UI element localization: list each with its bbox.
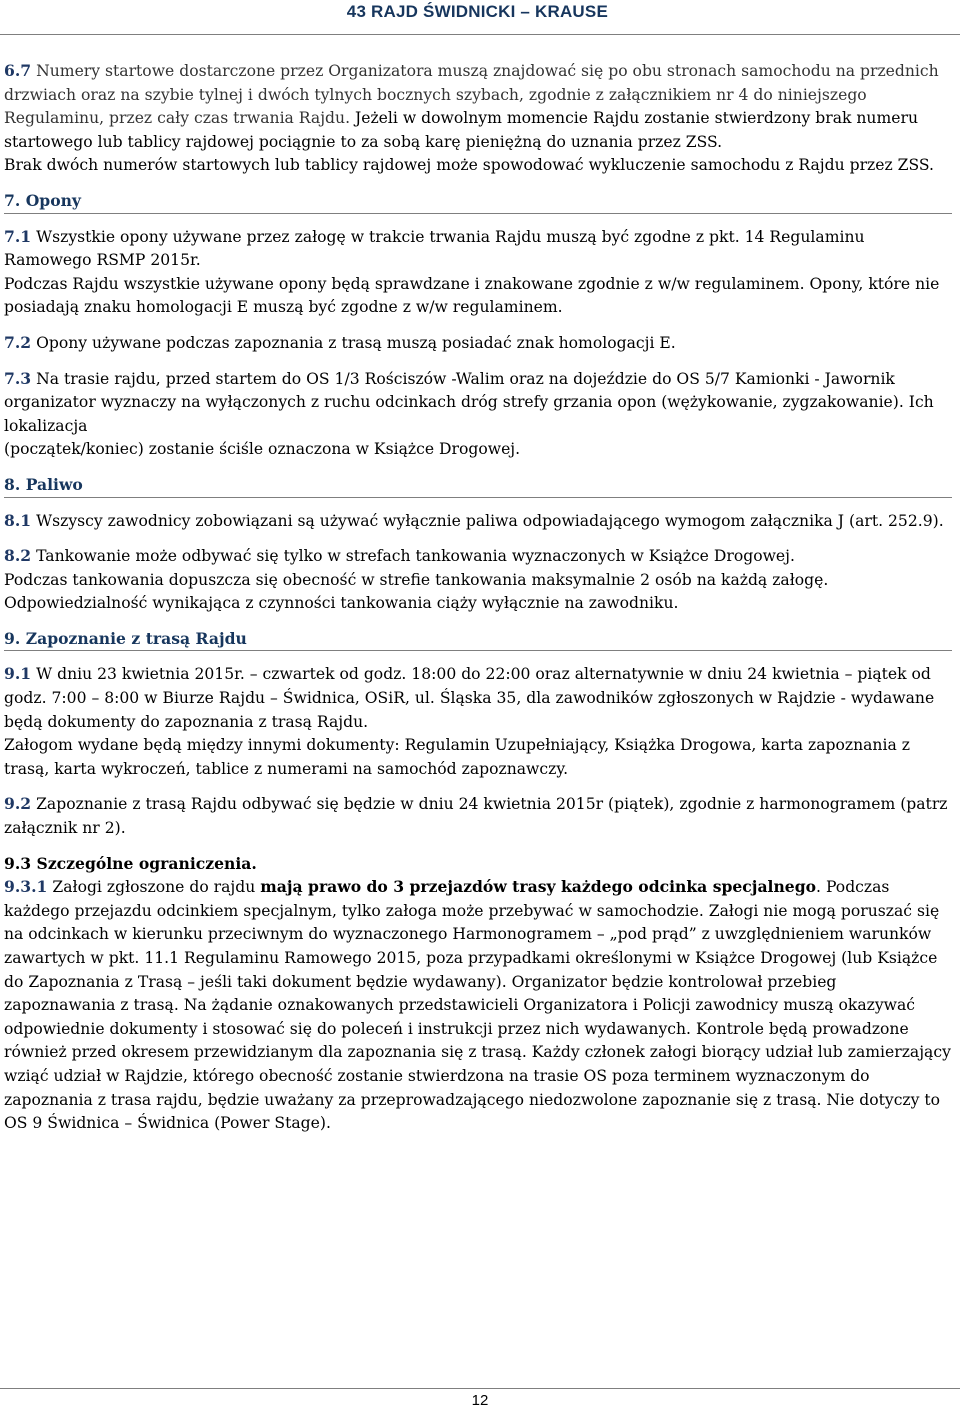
paragraph-9-1	[4, 662, 952, 734]
paragraph-text: Podczas Rajdu wszystkie używane opony będą sprawdzane i znakowane zgodnie z w/w regulaminem. Opony, które nie posiadają znaku homologacji E muszą być zgodne z w/w regulaminem.	[4, 274, 940, 317]
paragraph-9-3-1	[4, 875, 952, 1136]
section-number: 7.3	[4, 368, 32, 388]
paragraph-text: Tankowanie może odbywać się tylko w strefach tankowania wyznaczonych w Książce Drogowej.	[31, 547, 795, 566]
paragraph-text: Załogi zgłoszone do rajdu	[47, 878, 261, 897]
subsection-title: 9.3 Szczególne ograniczenia.	[4, 853, 257, 873]
paragraph-text: Wszyscy zawodnicy zobowiązani są używać wyłącznie paliwa odpowiadającego wymogom załącznika J (art. 252.9).	[31, 511, 944, 530]
section-heading-paliwo: 8. Paliwo	[4, 473, 952, 498]
paragraph-text: Brak dwóch numerów startowych lub tablicy rajdowej może spowodować wykluczenie samochodu z Rajdu przez ZSS.	[4, 156, 934, 175]
section-number: 8.1	[4, 510, 32, 530]
paragraph-text: Odpowiedzialność wynikająca z czynności tankowania ciąży wyłącznie na zawodniku.	[4, 594, 679, 613]
section-heading-zapoznanie: 9. Zapoznanie z trasą Rajdu	[4, 627, 952, 652]
section-number: 6.7	[4, 61, 32, 80]
page-header: 43 RAJD ŚWIDNICKI – KRAUSE	[346, 2, 608, 21]
paragraph-7-3	[4, 367, 952, 439]
paragraph-text: W dniu 23 kwietnia 2015r. – czwartek od godz. 18:00 do 22:00 oraz alternatywnie w dniu 24 kwietnia – piątek od godz. 7:00 – 8:00 w Biurze Rajdu – Świdnica, OSiR, ul. Śląska 35, dla zawodników zgłoszonych w Rajdzie - wydawane będą dokumenty do zapoznania z trasą Rajdu.	[4, 665, 935, 731]
page-number: 12	[471, 1392, 489, 1409]
paragraph-7-1	[4, 225, 952, 273]
paragraph-6-7	[4, 59, 952, 154]
section-number: 9.2	[4, 794, 32, 814]
paragraph-text: Numery startowe dostarczone przez Organizatora muszą znajdować się po obu stronach samochodu na przednich drzwiach oraz na szybie tylnej i dwóch tylnych bocznych szybach, zgodnie z załącznikiem nr 4 do niniejszego Regulaminu, przez cały czas trwania Rajdu.	[4, 62, 939, 128]
section-heading-opony: 7. Opony	[4, 189, 952, 214]
footer-divider	[0, 1388, 960, 1389]
paragraph-text: Jeżeli w dowolnym momencie Rajdu zostanie stwierdzony brak numeru startowego lub tablicy rajdowej pociągnie to za sobą karę pieniężną do uznania przez ZSS.	[4, 109, 918, 151]
paragraph-text: . Podczas każdego przejazdu odcinkiem specjalnym, tylko załoga może przebywać w samochodzie. Załogi nie mogą poruszać się na odcinkach w kierunku przeciwnym do wyznaczonego Harmonogramem – „pod prąd” z uwzględnieniem warunków zawartych w pkt. 11.1 Regulaminu Ramowego 2015, poza przypadkami określonymi w Książce Drogowej (lub Książce do Zapoznania z Trasą – jeśli taki dokument będzie wydawany). Organizator będzie kontrolował przebieg zapoznawania z trasą. Na żądanie oznakowanych przedstawicieli Organizatora i Policji zawodnicy muszą okazywać odpowiednie dokumenty i stosować się do poleceń i instrukcji przez nich wydawanych. Kontrole będą prowadzone również przed okresem przewidzianym dla zapoznania się z trasą. Każdy członek załogi biorący udział lub zamierzający wziąć udział w Rajdzie, którego obecność zostanie stwierdzona na trasie OS poza terminem wyznaczonym do zapoznania z trasa rajdu, będzie uważany za przeprowadzającego niedozwolone zapoznanie się z trasą. Nie dotyczy to OS 9 Świdnica – Świdnica (Power Stage).	[4, 878, 951, 1133]
document-body	[4, 59, 952, 1136]
section-number: 9.3.1	[4, 877, 48, 897]
paragraph-7-2	[4, 331, 952, 356]
paragraph-text: Zapoznanie z trasą Rajdu odbywać się będzie w dniu 24 kwietnia 2015r (piątek), zgodnie z harmonogramem (patrz załącznik nr 2).	[4, 795, 948, 838]
paragraph-text: Podczas tankowania dopuszcza się obecność w strefie tankowania maksymalnie 2 osób na każdą załogę.	[4, 570, 829, 589]
paragraph-8-1	[4, 509, 952, 534]
section-number: 7.1	[4, 226, 32, 246]
header-divider	[0, 34, 960, 35]
paragraph-text: Załogom wydane będą między innymi dokumenty: Regulamin Uzupełniający, Książka Drogowa, karta zapoznania z trasą, karta wykroczeń, tablice z numerami na samochód zapoznawczy.	[4, 736, 910, 778]
paragraph-text: (początek/koniec) zostanie ściśle oznaczona w Książce Drogowej.	[4, 440, 521, 459]
paragraph-text: Wszystkie opony używane przez załogę w trakcie trwania Rajdu muszą być zgodne z pkt. 14 Regulaminu Ramowego RSMP 2015r.	[4, 227, 865, 270]
section-number: 9.1	[4, 664, 32, 684]
paragraph-9-2	[4, 792, 952, 840]
section-number: 7.2	[4, 332, 32, 352]
paragraph-text: Opony używane podczas zapoznania z trasą muszą posiadać znak homologacji E.	[31, 333, 676, 352]
paragraph-8-2	[4, 544, 952, 569]
emphasis-text: mają prawo do 3 przejazdów trasy każdego odcinka specjalnego	[260, 877, 817, 897]
section-number: 8.2	[4, 546, 32, 566]
paragraph-text: Na trasie rajdu, przed startem do OS 1/3 Rościszów -Walim oraz na dojeździe do OS 5/7 Kamionki - Jawornik organizator wyznaczy na wyłączonych z ruchu odcinkach dróg strefy grzania opon (wężykowanie, zygzakowanie). Ich lokalizacja	[4, 369, 934, 435]
